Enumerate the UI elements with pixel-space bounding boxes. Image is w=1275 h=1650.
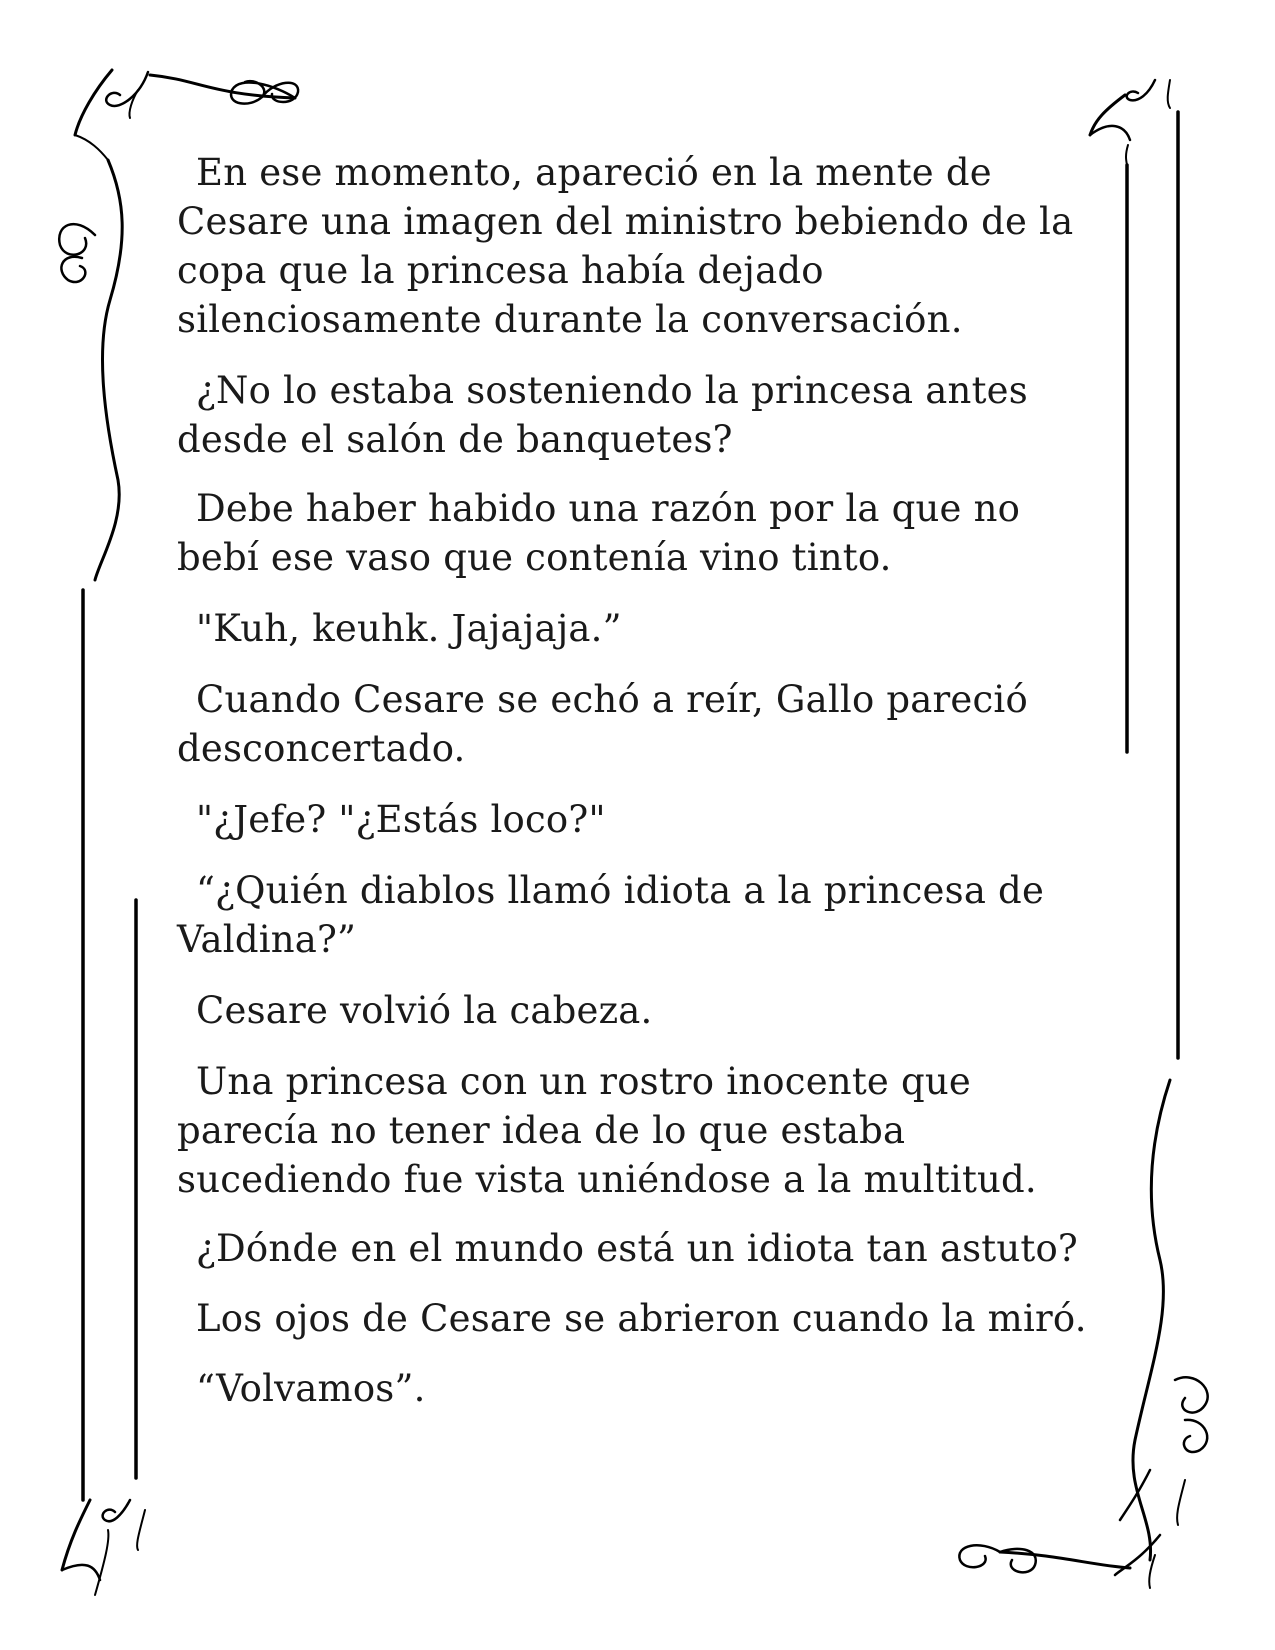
paragraph-first-line: ¿Dónde en el mundo está un idiota tan astuto? bbox=[196, 1227, 1078, 1270]
paragraph-first-line: ¿No lo estaba sosteniendo la princesa antes bbox=[196, 369, 1028, 412]
paragraph-line: bebí ese vaso que contenía vino tinto. bbox=[177, 536, 892, 579]
paragraph-line: copa que la princesa había dejado bbox=[177, 249, 824, 292]
paragraph-line: sucediendo fue vista uniéndose a la multitud. bbox=[177, 1158, 1037, 1201]
paragraph-first-line: "Kuh, keuhk. Jajajaja.” bbox=[196, 607, 622, 650]
paragraph-first-line: “¿Quién diablos llamó idiota a la princesa de bbox=[196, 869, 1045, 912]
bottom-left-flourish-icon bbox=[62, 1500, 145, 1595]
paragraph-first-line: Una princesa con un rostro inocente que bbox=[196, 1060, 971, 1103]
paragraph-line: desde el salón de banquetes? bbox=[177, 418, 733, 461]
top-right-flourish-icon bbox=[1090, 80, 1170, 165]
paragraph-line: parecía no tener idea de lo que estaba bbox=[177, 1109, 906, 1152]
paragraph-first-line: Los ojos de Cesare se abrieron cuando la miró. bbox=[196, 1297, 1087, 1340]
paragraph-first-line: Cuando Cesare se echó a reír, Gallo pareció bbox=[196, 678, 1028, 721]
paragraph-line: desconcertado. bbox=[177, 727, 466, 770]
paragraph-first-line: “Volvamos”. bbox=[196, 1367, 426, 1410]
paragraph-first-line: Cesare volvió la cabeza. bbox=[196, 989, 653, 1032]
paragraph-line: Cesare una imagen del ministro bebiendo de la bbox=[177, 200, 1074, 243]
paragraph-first-line: En ese momento, apareció en la mente de bbox=[196, 151, 992, 194]
paragraph-first-line: Debe haber habido una razón por la que no bbox=[196, 487, 1021, 530]
paragraph-first-line: "¿Jefe? "¿Estás loco?" bbox=[196, 798, 606, 841]
paragraph-line: silenciosamente durante la conversación. bbox=[177, 298, 963, 341]
paragraph-line: Valdina?” bbox=[177, 918, 357, 961]
